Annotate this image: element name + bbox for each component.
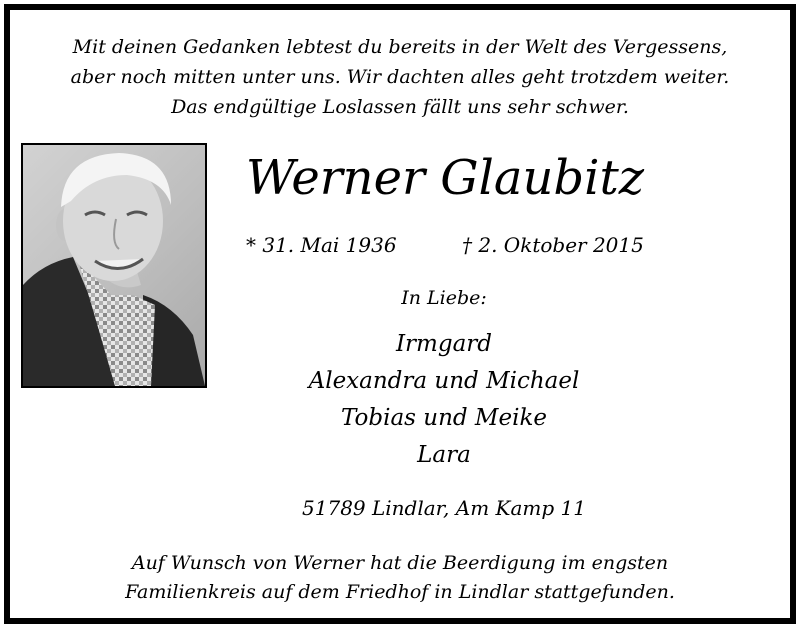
portrait-illustration: [23, 145, 205, 386]
mourner-name: Alexandra und Michael: [308, 368, 580, 394]
mourners-list: [224, 326, 664, 474]
obituary-notice: [4, 4, 796, 624]
verse-line: Das endgültige Loslassen fällt uns sehr schwer.: [171, 96, 629, 118]
mourner-name: Lara: [417, 442, 471, 468]
funeral-notice: [10, 549, 790, 607]
verse-line: Mit deinen Gedanken lebtest du bereits in der Welt des Vergessens,: [72, 36, 728, 58]
verse-line: aber noch mitten unter uns. Wir dachten alles geht trotzdem weiter.: [70, 66, 730, 88]
notice-line: Auf Wunsch von Werner hat die Beerdigung im engsten: [131, 552, 669, 574]
mourners-intro: In Liebe:: [401, 287, 487, 309]
notice-line: Familienkreis auf dem Friedhof in Lindlar stattgefunden.: [125, 581, 675, 603]
memorial-verse: [10, 32, 790, 122]
portrait-photo: [21, 143, 207, 388]
family-address: 51789 Lindlar, Am Kamp 11: [302, 496, 586, 520]
mourner-name: Irmgard: [395, 331, 493, 357]
mourner-name: Tobias und Meike: [340, 405, 548, 431]
death-date: † 2. Oktober 2015: [462, 233, 644, 257]
deceased-name: Werner Glaubitz: [245, 150, 645, 206]
birth-date: * 31. Mai 1936: [246, 233, 397, 257]
